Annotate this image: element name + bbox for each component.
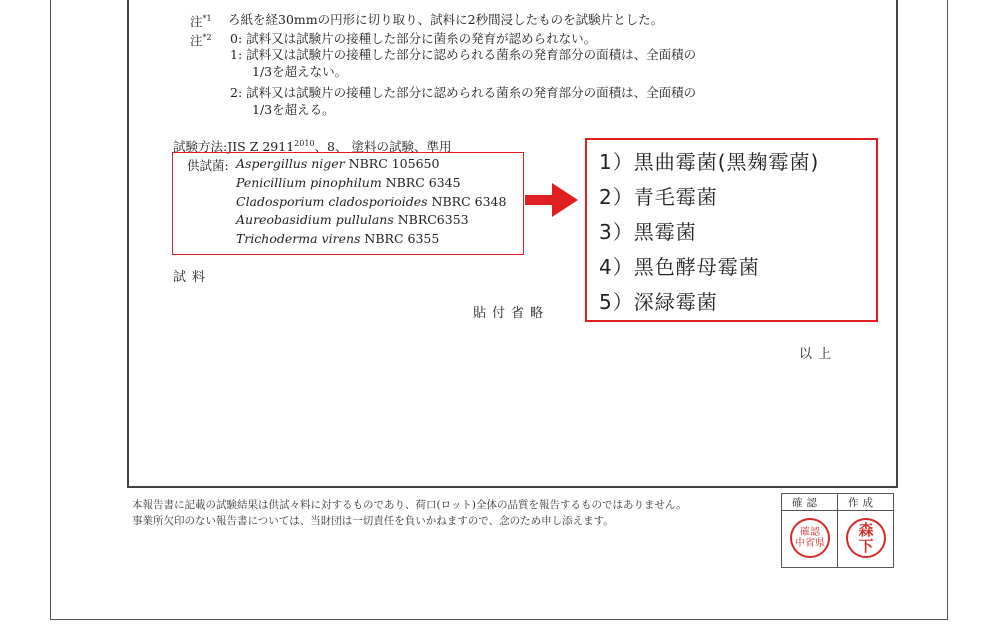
fungi-item: 5）深緑霉菌 [599, 290, 718, 314]
rating-line-1-cont: 1/3を超えない。 [252, 64, 348, 79]
rating-line-0: 0: 試料又は試験片の接種した部分に菌糸の発育が認められない。 [230, 31, 597, 46]
inner-border-right [896, 0, 898, 487]
strain-item: Trichoderma virens NBRC 6355 [236, 231, 440, 246]
note1-mark: 注$^{*1}$ [190, 13, 212, 29]
strain-item: Penicillium pinophilum NBRC 6345 [236, 175, 461, 190]
test-method: 試験方法:JIS Z $2911^{2010}$、8、 塗料の試験、準用 [173, 138, 452, 154]
confirm-stamp-icon: 確認 中省県 [790, 518, 830, 558]
strain-box [172, 152, 524, 255]
rating-line-2: 2: 試料又は試験片の接種した部分に認められる菌糸の発育部分の面積は、全面積の [230, 85, 697, 100]
seal-header-line [782, 510, 893, 511]
note1-text: ろ紙を経30mmの円形に切り取り、試料に2秒間浸したものを試験片とした。 [228, 12, 664, 27]
inner-border-bottom [127, 486, 898, 488]
fungi-list-box [585, 138, 878, 322]
create-label: 作成 [848, 497, 877, 509]
strain-item: Aspergillus niger NBRC 105650 [236, 156, 440, 171]
arrow-head-icon [552, 183, 578, 217]
strain-label: 供試菌: [187, 158, 229, 173]
footer-disclaimer-1: 本報告書に記載の試験結果は供試々料に対するものであり、荷口(ロット)全体の品質を報告するものではありません。 [132, 499, 687, 511]
rating-line-2-cont: 1/3を超える。 [252, 102, 335, 117]
strain-item: Aureobasidium pullulans NBRC6353 [236, 212, 469, 227]
fungi-item: 3）黑霉菌 [599, 220, 697, 244]
rating-line-1: 1: 試料又は試験片の接種した部分に認められる菌糸の発育部分の面積は、全面積の [230, 47, 697, 62]
seal-divider [837, 494, 838, 567]
strain-item: Cladosporium cladosporioides NBRC 6348 [236, 194, 507, 209]
footer-disclaimer-2: 事業所欠印のない報告書については、当財団は一切責任を負いかねますので、念のため申し添えます。 [132, 515, 614, 527]
fungi-item: 1）黒曲霉菌(黑麹霉菌) [599, 150, 820, 174]
create-stamp-icon: 森 下 [846, 518, 886, 558]
arrow-right-icon [525, 195, 555, 205]
seal-table [781, 493, 894, 568]
note2-mark: 注$^{*2}$ [190, 32, 212, 48]
fungi-item: 4）黑色酵母霉菌 [599, 255, 760, 279]
end-label: 以上 [799, 347, 838, 362]
confirm-label: 確認 [792, 497, 821, 509]
inner-border-left [127, 0, 129, 487]
fungi-item: 2）青毛霉菌 [599, 185, 718, 209]
sample-label: 試料 [173, 270, 212, 285]
omitted-label: 貼付省略 [473, 306, 550, 321]
